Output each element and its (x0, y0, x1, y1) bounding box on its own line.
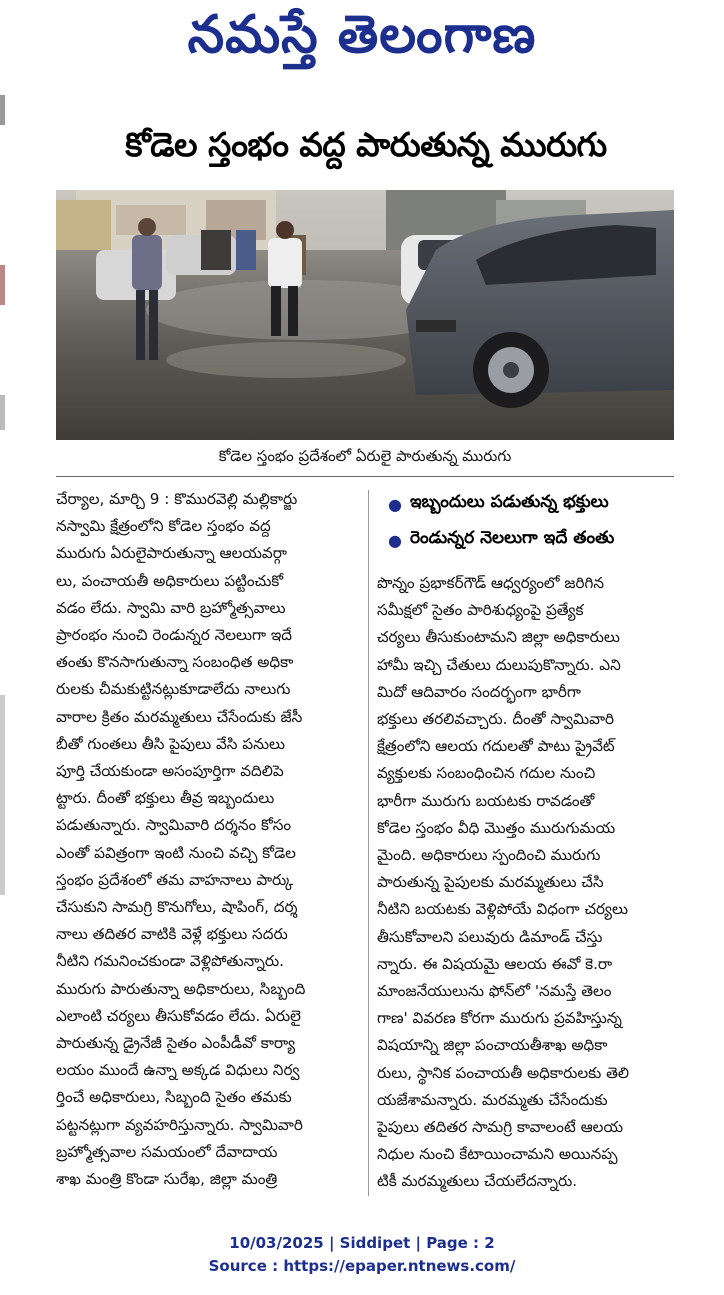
article-text-line: నిధుల నుంచి కేటాయించామని అయినప్ప (377, 1145, 618, 1164)
article-text-line: చర్యలు తీసుకుంటామని జిల్లా అధికారులు (377, 628, 620, 647)
article-text-line: బీతో గుంతలు తీసి పైపులు వేసి పనులు (56, 734, 286, 753)
article-text-line: వ్యక్తులకు సంబంధించిన గదుల నుంచి (377, 764, 596, 783)
footer-source-link[interactable]: Source : https://epaper.ntnews.com/ (208, 1257, 516, 1275)
article-text-line: హామీ ఇచ్చి చేతులు దులుపుకొన్నారు. ఎని (377, 655, 621, 674)
highlight-item (388, 486, 674, 522)
article-text-line: లయం ముందే ఉన్నా అక్కడ విధులు నిర్వ (56, 1061, 300, 1080)
article-text-line: భారీగా మురుగు బయటకు రావడంతో (377, 791, 595, 810)
article-text-line: పైపులు తదితర సామగ్రి కావాలంటే ఆలయ (377, 1118, 623, 1137)
article-text-line: మాంజనేయులును ఫోన్‌లో 'నమస్తే తెలం (377, 982, 612, 1001)
article-text-line: గాణ' వివరణ కోరగా మురుగు ప్రవహిస్తున్న (377, 1009, 622, 1028)
article-text-line: పూర్తి చేయకుండా అసంపూర్తిగా వదిలిపె (56, 762, 284, 781)
article-text-line: వారాల క్రితం మరమ్మతులు చేసేందుకు జేసీ (56, 707, 303, 726)
article-photo (56, 190, 674, 440)
article-text-line: మిదో ఆదివారం సందర్భంగా భారీగా (377, 682, 581, 701)
article-text-line: పడుతున్నారు. స్వామివారి దర్శనం కోసం (56, 816, 292, 835)
article-text-line: చేర్యాల, మార్చి 9 : కొమురవెల్లి మల్లికార్జు (56, 490, 298, 508)
article-text-line: ట్టారు. దీంతో భక్తులు తీవ్ర ఇబ్బందులు (56, 789, 275, 808)
article-text-line: మురుగు ఏరులైపారుతున్నా ఆలయవర్గా (56, 544, 287, 563)
article-right-column (377, 570, 674, 1196)
article-text-line: పట్టనట్లుగా వ్యవహరిస్తున్నారు. స్వామివారి (56, 1115, 303, 1134)
article-text-line: రులకు చీమకుట్టినట్లుకూడాలేదు నాలుగు (56, 680, 291, 699)
masthead (0, 0, 724, 82)
highlight-text: రెండున్నర నెలలుగా ఇదే తంతు (409, 528, 615, 548)
article-text-line: స్తంభం ప్రదేశంలో తమ వాహనాలు పార్కు (56, 870, 294, 889)
article-text-line: శాఖ మంత్రి కొండా సురేఖ, జిల్లా మంత్రి (56, 1170, 278, 1189)
article-text-line: ర్తించే అధికారులు, సిబ్బంది సైతం తమకు (56, 1088, 292, 1107)
article-text-line: తీసుకోవాలని పలువురు డిమాండ్ చేస్తు (377, 927, 603, 946)
article-text-line: తంతు కొనసాగుతున్నా సంబంధిత అధికా (56, 653, 294, 672)
article-text-line: పారుతున్న డ్రైనేజీ సైతం ఎంపీడీవో కార్యా (56, 1034, 296, 1053)
highlight-text: ఇబ్బందులు పడుతున్న భక్తులు (409, 492, 609, 512)
article-text-line: రులు, స్థానిక పంచాయతీ అధికారులకు తెలి (377, 1063, 630, 1082)
article-text-line: ఎలాంటి చర్యలు తీసుకోవడం లేదు. ఏరులై (56, 1006, 301, 1025)
highlight-item (388, 522, 674, 558)
bullet-icon: ● (388, 530, 402, 550)
article-text-line: నాలు తదితర వాటికి వెళ్లే భక్తులు సదరు (56, 925, 288, 944)
article-text-line: నీటిని గమనించకుండా వెళ్లిపోతున్నారు. (56, 952, 284, 971)
article-text-line: పొన్నం ప్రభాకర్‌గౌడ్ ఆధ్వర్యంలో జరిగిన (377, 574, 604, 592)
footer-edition-info: 10/03/2025 | Siddipet | Page : 2 (229, 1234, 495, 1252)
article-text-line: టికీ మరమ్మతులు చేయలేదన్నారు. (377, 1172, 578, 1191)
article-text-line: చేసుకుని సామగ్రి కొనుగోలు, షాపింగ్, దర్శ (56, 898, 298, 917)
article-text-line: యజేశామన్నారు. మరమ్మతు చేసేందుకు (377, 1090, 608, 1109)
article-text-line: సమీక్షలో సైతం పారిశుధ్యంపై ప్రత్యేక (377, 601, 584, 620)
article-text-line: క్షేత్రంలోని ఆలయ గదులతో పాటు ప్రైవేట్ (377, 737, 615, 756)
bullet-icon: ● (388, 494, 402, 514)
article-text-line: భక్తులు తరలివచ్చారు. దీంతో స్వామివారి (377, 710, 614, 729)
article-text-line: ఎంతో పవిత్రంగా ఇంటి నుంచి వచ్చి కోడెల (56, 843, 296, 862)
adjacent-page-edge (0, 95, 6, 1195)
article-text-line: ప్రారంభం నుంచి రెండున్నర నెలలుగా ఇదే (56, 626, 293, 645)
article-text-line: వడం లేదు. స్వామి వారి బ్రహ్మోత్సవాలు (56, 598, 286, 617)
article-text-line: న్నారు. ఈ విషయమై ఆలయ ఈవో కె.రా (377, 954, 613, 973)
column-divider (368, 490, 369, 1196)
newspaper-logo: నమస్తే తెలంగాణ (187, 4, 537, 65)
article-headline: కోడెల స్తంభం వద్ద పారుతున్న మురుగు (125, 124, 607, 164)
article-text-line: బ్రహ్మోత్సవాల సమయంలో దేవాదాయ (56, 1142, 278, 1161)
article-left-column (56, 486, 358, 1193)
article-highlights (388, 486, 674, 558)
article-text-line: మురుగు పారుతున్నా అధికారులు, సిబ్బంది (56, 979, 306, 998)
article-text-line: కోడెల స్తంభం వీధి మొత్తం మురుగుమయ (377, 818, 616, 837)
article-text-line: మైంది. అధికారులు స్పందించి మురుగు (377, 846, 601, 865)
article-text-line: లు, పంచాయతీ అధికారులు పట్టించుకో (56, 571, 284, 590)
photo-caption: కోడెల స్తంభం ప్రదేశంలో ఏరులై పారుతున్న మురుగు (56, 440, 674, 477)
article-text-line: నీటిని బయటకు వెళ్లిపోయే విధంగా చర్యలు (377, 900, 628, 919)
article-text-line: పారుతున్న పైపులకు మరమ్మతులు చేసి (377, 873, 604, 892)
article-text-line: నస్వామి క్షేత్రంలోని కోడెల స్తంభం వద్ద (56, 517, 271, 536)
article-text-line: విషయాన్ని జిల్లా పంచాయతీశాఖ అధికా (377, 1036, 608, 1055)
